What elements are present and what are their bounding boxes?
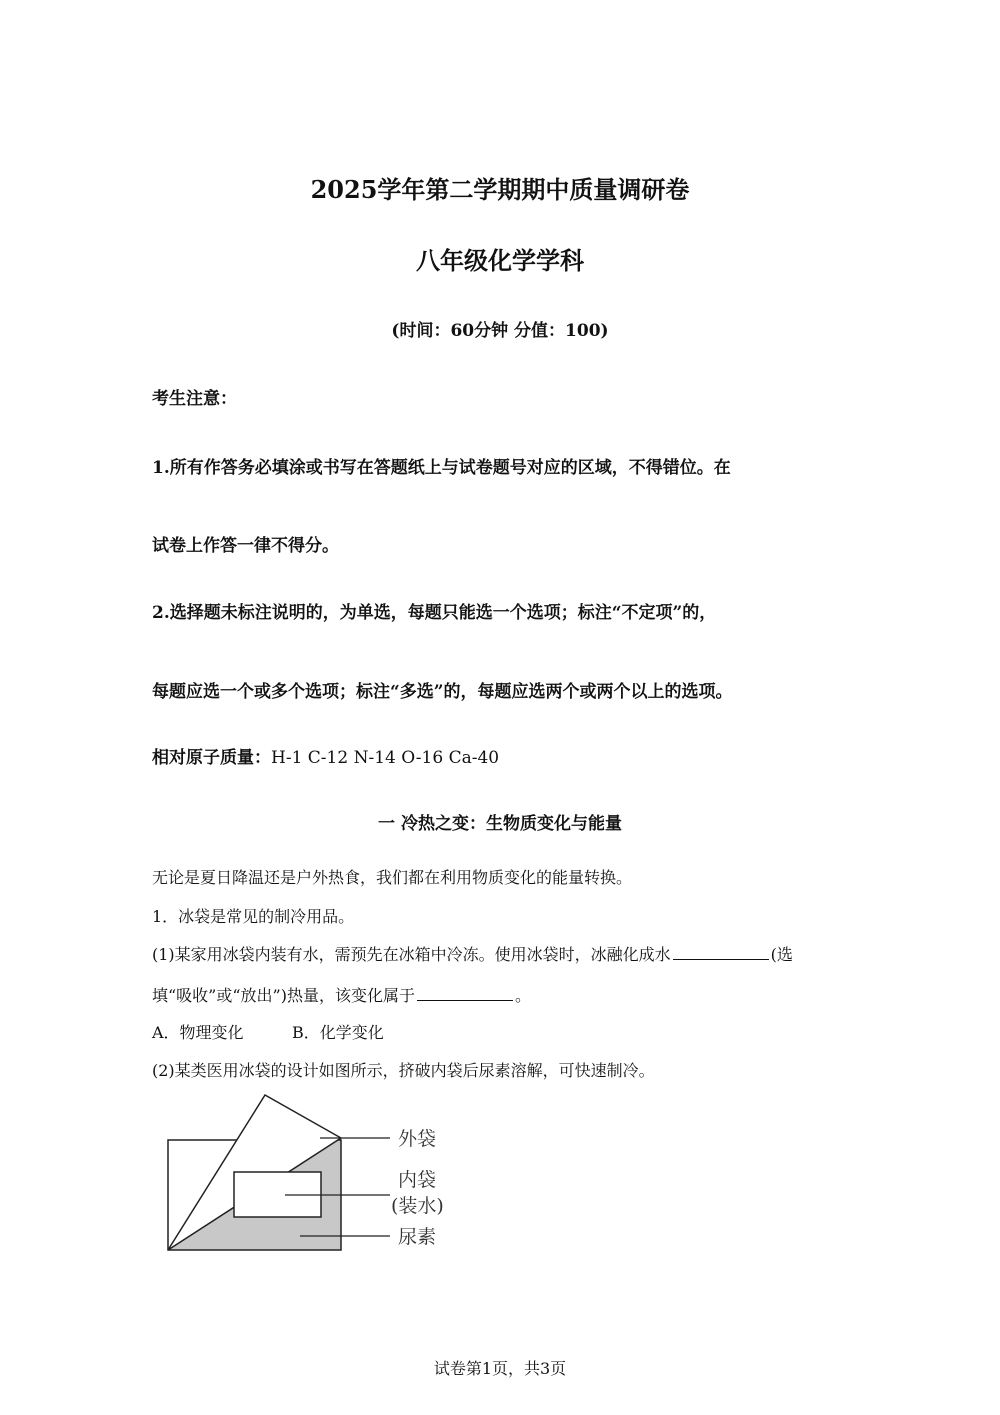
section1-intro: 无论是夏日降温还是户外热食，我们都在利用物质变化的能量转换。 bbox=[152, 868, 633, 887]
answer-blank-heat[interactable] bbox=[673, 943, 769, 960]
question1-part1-text-c: 填“吸收”或“放出”)热量，该变化属于 bbox=[152, 986, 415, 1005]
notice-heading: 考生注意： bbox=[152, 389, 237, 409]
notice-item1-line1: 1.所有作答务必填涂或书写在答题纸上与试卷题号对应的区域，不得错位。在 bbox=[152, 458, 731, 478]
atomic-mass-values: H-1 C-12 N-14 O-16 Ca-40 bbox=[271, 748, 500, 768]
ice-pack-diagram bbox=[160, 1090, 460, 1260]
answer-blank-change-type[interactable] bbox=[417, 984, 513, 1001]
atomic-mass-label: 相对原子质量： bbox=[152, 748, 271, 768]
question1-part1-line2 bbox=[152, 983, 531, 1006]
question1-part1-text-d: 。 bbox=[514, 986, 531, 1005]
label-inner-bag-note: (装水) bbox=[391, 1195, 444, 1217]
exam-subject: 八年级化学学科 bbox=[416, 246, 584, 275]
atomic-mass-line bbox=[152, 743, 499, 768]
question1-stem: 1．冰袋是常见的制冷用品。 bbox=[152, 907, 355, 926]
section1-heading: 一 冷热之变：生物质变化与能量 bbox=[378, 814, 622, 834]
page-footer: 试卷第1页，共3页 bbox=[433, 1359, 567, 1378]
exam-time-score: (时间：60分钟 分值：100) bbox=[391, 321, 609, 341]
notice-item1-line2: 试卷上作答一律不得分。 bbox=[152, 536, 339, 556]
option-b: B．化学变化 bbox=[292, 1023, 384, 1042]
question1-part1-line1 bbox=[152, 942, 793, 965]
question1-part1-text-b: (选 bbox=[770, 945, 793, 964]
question1-part2: (2)某类医用冰袋的设计如图所示，挤破内袋后尿素溶解，可快速制冷。 bbox=[152, 1061, 655, 1080]
notice-item2-line2: 每题应选一个或多个选项；标注“多选”的，每题应选两个或两个以上的选项。 bbox=[152, 682, 733, 702]
question1-part1-text-a: (1)某家用冰袋内装有水，需预先在冰箱中冷冻。使用冰袋时，冰融化成水 bbox=[152, 945, 671, 964]
label-outer-bag: 外袋 bbox=[398, 1128, 437, 1150]
exam-title: 2025学年第二学期期中质量调研卷 bbox=[310, 175, 690, 204]
option-a: A．物理变化 bbox=[152, 1023, 244, 1042]
notice-item2-line1: 2.选择题未标注说明的，为单选，每题只能选一个选项；标注“不定项”的， bbox=[152, 603, 717, 623]
label-urea: 尿素 bbox=[398, 1226, 437, 1248]
label-inner-bag: 内袋 bbox=[398, 1169, 437, 1191]
